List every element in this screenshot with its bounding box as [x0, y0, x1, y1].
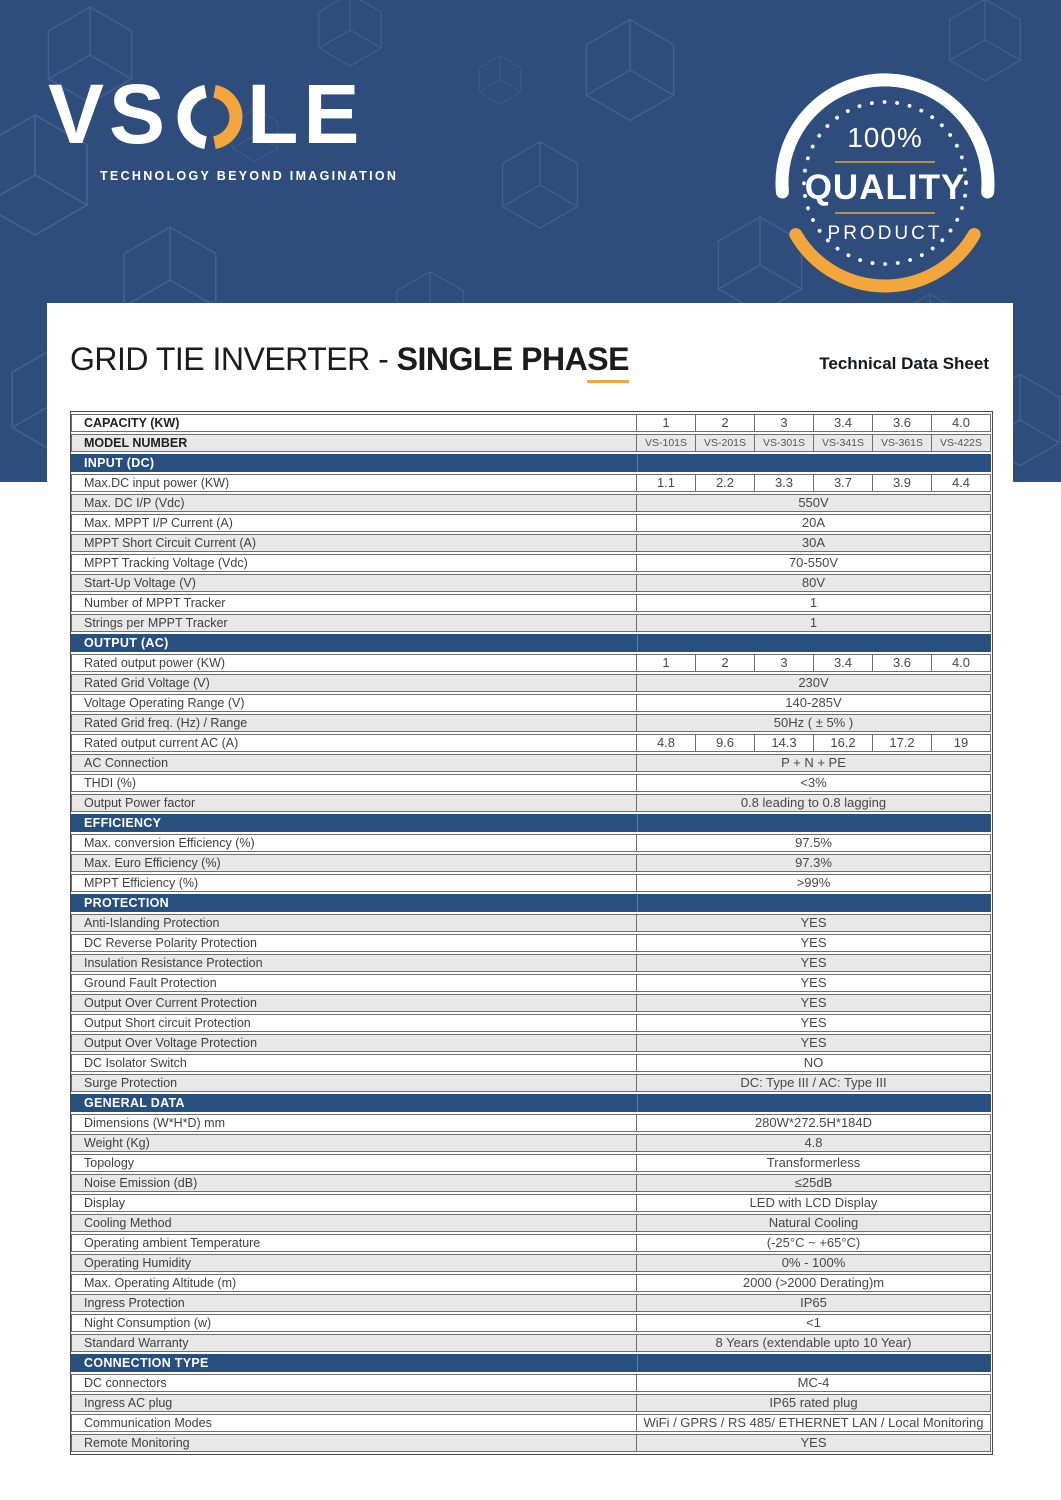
spec-label: Number of MPPT Tracker: [71, 594, 637, 612]
table-row: [71, 1174, 991, 1192]
table-row: [71, 754, 991, 772]
spec-value: 3: [755, 414, 814, 432]
table-row: [71, 1334, 991, 1352]
table-row: [71, 1054, 991, 1072]
spec-label: Max. DC I/P (Vdc): [71, 494, 637, 512]
section-header-cell: PROTECTION: [71, 894, 637, 912]
logo-tagline: TECHNOLOGY BEYOND IMAGINATION: [100, 169, 399, 183]
spec-label: Max.DC input power (KW): [71, 474, 637, 492]
page-title: [70, 341, 629, 378]
spec-table-body: [71, 414, 991, 1452]
spec-value: VS-301S: [755, 434, 814, 452]
spec-value: 16.2: [814, 734, 873, 752]
section-header-row: [71, 634, 991, 652]
spec-table-wrap: [70, 411, 993, 1455]
section-header-cell: CONNECTION TYPE: [71, 1354, 637, 1372]
spec-label: DC Isolator Switch: [71, 1054, 637, 1072]
spec-label: Topology: [71, 1154, 637, 1172]
spec-value: 8 Years (extendable upto 10 Year): [637, 1334, 991, 1352]
table-row: [71, 1434, 991, 1452]
table-row: [71, 794, 991, 812]
spec-value: 0.8 leading to 0.8 lagging: [637, 794, 991, 812]
spec-label: MPPT Short Circuit Current (A): [71, 534, 637, 552]
table-row: [71, 1014, 991, 1032]
table-row: [71, 534, 991, 552]
quality-badge: [770, 68, 1000, 298]
content-panel: [47, 303, 1013, 1500]
quality-badge-text: [770, 68, 1000, 298]
spec-value: 3.7: [814, 474, 873, 492]
spec-label: Max. Operating Altitude (m): [71, 1274, 637, 1292]
section-header-row: [71, 454, 991, 472]
spec-value: 1.1: [637, 474, 696, 492]
spec-value: 20A: [637, 514, 991, 532]
spec-label: Voltage Operating Range (V): [71, 694, 637, 712]
spec-value: 70-550V: [637, 554, 991, 572]
spec-value: 4.0: [932, 414, 991, 432]
spec-value: 230V: [637, 674, 991, 692]
spec-value: 2: [696, 654, 755, 672]
title-regular: GRID TIE INVERTER -: [70, 341, 397, 377]
table-row: [71, 954, 991, 972]
spec-value: VS-422S: [932, 434, 991, 452]
table-row: [71, 1114, 991, 1132]
table-row: [71, 494, 991, 512]
table-row: [71, 1194, 991, 1212]
spec-value: 1: [637, 614, 991, 632]
table-row: [71, 1314, 991, 1332]
spec-value: >99%: [637, 874, 991, 892]
section-header-row: [71, 1094, 991, 1112]
section-header-filler: [637, 634, 991, 652]
table-row: [71, 774, 991, 792]
spec-value: YES: [637, 1014, 991, 1032]
spec-value: 30A: [637, 534, 991, 552]
table-row: [71, 1234, 991, 1252]
table-row: [71, 614, 991, 632]
spec-label: Rated output power (KW): [71, 654, 637, 672]
logo-text-le: LE: [247, 67, 365, 161]
table-row: [71, 1394, 991, 1412]
spec-label: Output Short circuit Protection: [71, 1014, 637, 1032]
datasheet-label: Technical Data Sheet: [819, 353, 989, 373]
spec-value: YES: [637, 1434, 991, 1452]
spec-label: Surge Protection: [71, 1074, 637, 1092]
spec-label: Strings per MPPT Tracker: [71, 614, 637, 632]
spec-value: YES: [637, 1034, 991, 1052]
spec-label: MODEL NUMBER: [71, 434, 637, 452]
badge-product-label: PRODUCT: [827, 222, 943, 244]
badge-percent-label: 100%: [847, 121, 923, 153]
section-header-filler: [637, 894, 991, 912]
spec-value: 97.3%: [637, 854, 991, 872]
title-bold-underlined: SE: [587, 341, 629, 383]
spec-value: YES: [637, 954, 991, 972]
table-row: [71, 654, 991, 672]
spec-value: 17.2: [873, 734, 932, 752]
spec-value: 1: [637, 594, 991, 612]
spec-value: 280W*272.5H*184D: [637, 1114, 991, 1132]
spec-value: 4.4: [932, 474, 991, 492]
table-row: [71, 574, 991, 592]
spec-value: 80V: [637, 574, 991, 592]
spec-label: Insulation Resistance Protection: [71, 954, 637, 972]
spec-value: 1: [637, 414, 696, 432]
table-row: [71, 1294, 991, 1312]
table-row: [71, 1074, 991, 1092]
spec-label: Noise Emission (dB): [71, 1174, 637, 1192]
spec-value: VS-341S: [814, 434, 873, 452]
badge-quality-label: QUALITY: [804, 167, 966, 207]
spec-value: VS-361S: [873, 434, 932, 452]
logo-wordmark: [48, 67, 398, 161]
spec-value: 140-285V: [637, 694, 991, 712]
spec-label: Standard Warranty: [71, 1334, 637, 1352]
spec-value: ≤25dB: [637, 1174, 991, 1192]
section-header-filler: [637, 814, 991, 832]
spec-label: Night Consumption (w): [71, 1314, 637, 1332]
spec-label: Anti-Islanding Protection: [71, 914, 637, 932]
table-row: [71, 434, 991, 452]
section-header-cell: GENERAL DATA: [71, 1094, 637, 1112]
table-row: [71, 474, 991, 492]
spec-value: Transformerless: [637, 1154, 991, 1172]
spec-value: 2000 (>2000 Derating)m: [637, 1274, 991, 1292]
spec-value: 3.6: [873, 414, 932, 432]
spec-value: IP65: [637, 1294, 991, 1312]
table-row: [71, 874, 991, 892]
title-row: [70, 341, 989, 378]
logo-text-vs: VS: [48, 67, 171, 161]
table-row: [71, 1254, 991, 1272]
badge-divider: [835, 161, 935, 163]
table-row: [71, 1154, 991, 1172]
spec-label: MPPT Tracking Voltage (Vdc): [71, 554, 637, 572]
spec-value: 97.5%: [637, 834, 991, 852]
spec-label: MPPT Efficiency (%): [71, 874, 637, 892]
table-row: [71, 734, 991, 752]
table-row: [71, 934, 991, 952]
spec-value: 3.6: [873, 654, 932, 672]
spec-value: 3: [755, 654, 814, 672]
spec-label: Operating Humidity: [71, 1254, 637, 1272]
spec-label: Ingress Protection: [71, 1294, 637, 1312]
spec-table: [71, 412, 991, 1454]
table-row: [71, 674, 991, 692]
table-row: [71, 914, 991, 932]
spec-value: NO: [637, 1054, 991, 1072]
spec-label: CAPACITY (KW): [71, 414, 637, 432]
spec-value: YES: [637, 994, 991, 1012]
spec-value: 19: [932, 734, 991, 752]
spec-value: 4.0: [932, 654, 991, 672]
spec-label: Ingress AC plug: [71, 1394, 637, 1412]
table-row: [71, 1214, 991, 1232]
spec-value: P + N + PE: [637, 754, 991, 772]
spec-value: 2.2: [696, 474, 755, 492]
spec-value: 3.9: [873, 474, 932, 492]
table-row: [71, 1414, 991, 1432]
spec-label: Display: [71, 1194, 637, 1212]
spec-label: Output Over Voltage Protection: [71, 1034, 637, 1052]
spec-label: Max. conversion Efficiency (%): [71, 834, 637, 852]
spec-label: DC connectors: [71, 1374, 637, 1392]
table-row: [71, 1034, 991, 1052]
spec-value: VS-101S: [637, 434, 696, 452]
section-header-filler: [637, 454, 991, 472]
table-row: [71, 714, 991, 732]
spec-value: DC: Type III / AC: Type III: [637, 1074, 991, 1092]
spec-label: DC Reverse Polarity Protection: [71, 934, 637, 952]
spec-label: Max. Euro Efficiency (%): [71, 854, 637, 872]
section-header-cell: INPUT (DC): [71, 454, 637, 472]
spec-label: THDI (%): [71, 774, 637, 792]
spec-value: 4.8: [637, 734, 696, 752]
spec-value: 3.3: [755, 474, 814, 492]
spec-value: 14.3: [755, 734, 814, 752]
spec-value: IP65 rated plug: [637, 1394, 991, 1412]
spec-value: YES: [637, 974, 991, 992]
table-row: [71, 694, 991, 712]
spec-label: Output Power factor: [71, 794, 637, 812]
spec-value: 1: [637, 654, 696, 672]
spec-value: 4.8: [637, 1134, 991, 1152]
section-header-filler: [637, 1094, 991, 1112]
spec-value: 50Hz ( ± 5% ): [637, 714, 991, 732]
table-row: [71, 854, 991, 872]
spec-label: Operating ambient Temperature: [71, 1234, 637, 1252]
spec-value: 2: [696, 414, 755, 432]
spec-value: 0% - 100%: [637, 1254, 991, 1272]
section-header-filler: [637, 1354, 991, 1372]
spec-value: 550V: [637, 494, 991, 512]
spec-label: AC Connection: [71, 754, 637, 772]
table-row: [71, 594, 991, 612]
table-row: [71, 414, 991, 432]
spec-value: LED with LCD Display: [637, 1194, 991, 1212]
section-header-row: [71, 894, 991, 912]
spec-label: Output Over Current Protection: [71, 994, 637, 1012]
spec-value: Natural Cooling: [637, 1214, 991, 1232]
table-row: [71, 834, 991, 852]
spec-label: Cooling Method: [71, 1214, 637, 1232]
spec-label: Max. MPPT I/P Current (A): [71, 514, 637, 532]
spec-label: Remote Monitoring: [71, 1434, 637, 1452]
spec-value: <3%: [637, 774, 991, 792]
spec-label: Start-Up Voltage (V): [71, 574, 637, 592]
spec-label: Rated Grid Voltage (V): [71, 674, 637, 692]
section-header-cell: OUTPUT (AC): [71, 634, 637, 652]
spec-label: Rated Grid freq. (Hz) / Range: [71, 714, 637, 732]
spec-value: 9.6: [696, 734, 755, 752]
badge-divider: [835, 212, 935, 214]
table-row: [71, 1274, 991, 1292]
spec-label: Communication Modes: [71, 1414, 637, 1432]
spec-label: Rated output current AC (A): [71, 734, 637, 752]
spec-value: YES: [637, 934, 991, 952]
spec-value: VS-201S: [696, 434, 755, 452]
spec-label: Weight (Kg): [71, 1134, 637, 1152]
table-row: [71, 1134, 991, 1152]
table-row: [71, 974, 991, 992]
table-row: [71, 994, 991, 1012]
split-ring-o-icon: [177, 84, 243, 150]
section-header-row: [71, 814, 991, 832]
spec-value: MC-4: [637, 1374, 991, 1392]
spec-value: <1: [637, 1314, 991, 1332]
section-header-row: [71, 1354, 991, 1372]
spec-label: Ground Fault Protection: [71, 974, 637, 992]
table-row: [71, 514, 991, 532]
vsole-logo: [48, 67, 399, 183]
spec-value: WiFi / GPRS / RS 485/ ETHERNET LAN / Local Monitoring: [637, 1414, 991, 1432]
spec-value: 3.4: [814, 654, 873, 672]
spec-label: Dimensions (W*H*D) mm: [71, 1114, 637, 1132]
table-row: [71, 1374, 991, 1392]
section-header-cell: EFFICIENCY: [71, 814, 637, 832]
title-bold: SINGLE PHA: [396, 341, 588, 377]
spec-value: (-25°C ~ +65°C): [637, 1234, 991, 1252]
spec-value: 3.4: [814, 414, 873, 432]
spec-value: YES: [637, 914, 991, 932]
table-row: [71, 554, 991, 572]
